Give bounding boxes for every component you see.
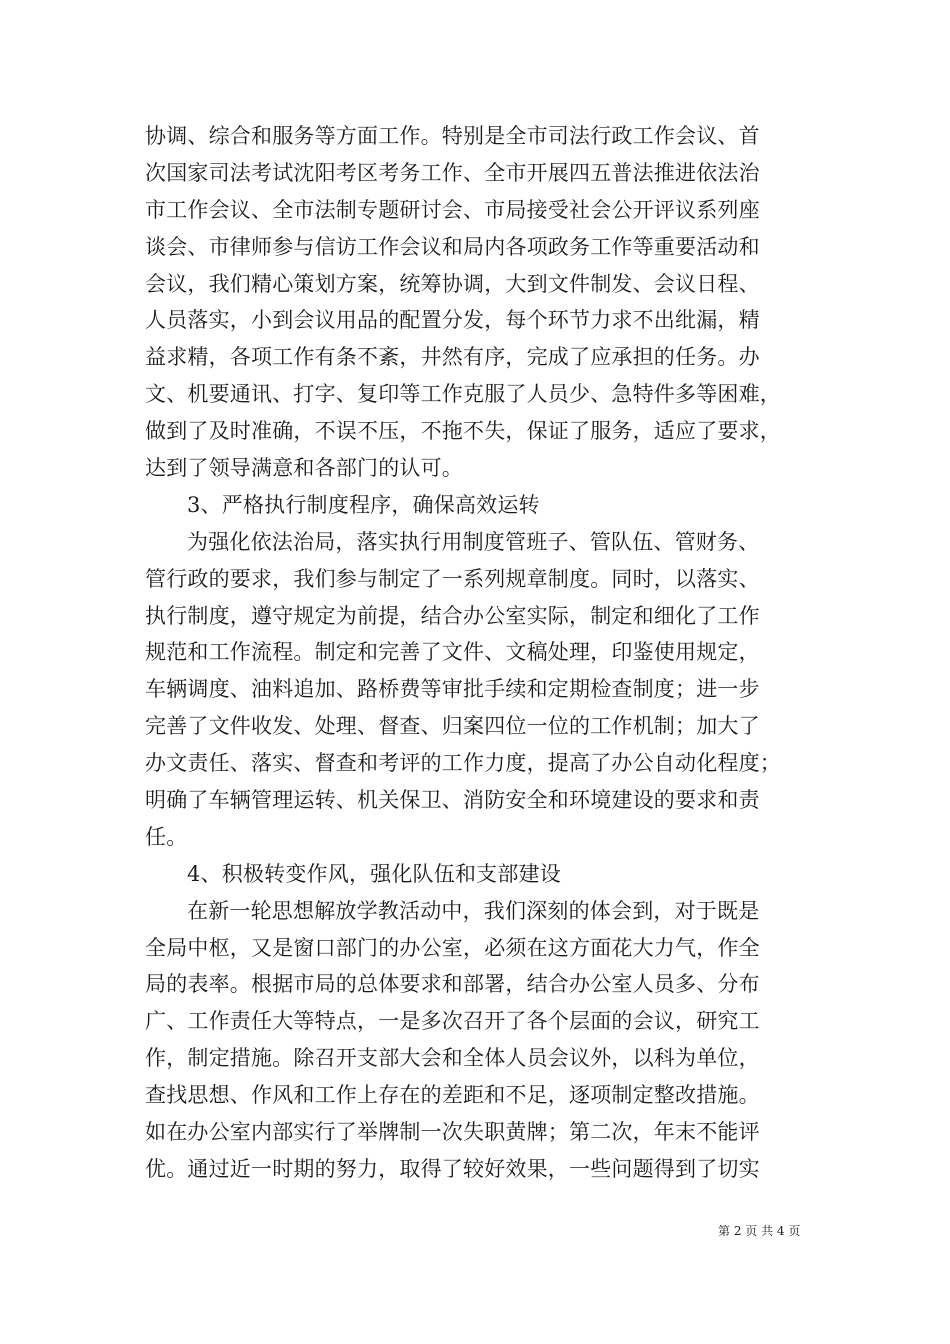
text-line: 人员落实，小到会议用品的配置分发，每个环节力求不出纰漏，精 <box>145 308 760 333</box>
text-line: 车辆调度、油料追加、路桥费等审批手续和定期检查制度；进一步 <box>145 677 760 702</box>
text-line: 任。 <box>145 824 188 849</box>
text-line: 次国家司法考试沈阳考区考务工作、全市开展四五普法推进依法治 <box>145 160 760 185</box>
text-line: 如在办公室内部实行了举牌制一次失职黄牌；第二次，年末不能评 <box>145 1120 760 1145</box>
page-number: 第 2 页 共 4 页 <box>718 1224 801 1238</box>
text-line: 文、机要通讯、打字、复印等工作克服了人员少、急特件多等困难， <box>145 382 781 407</box>
text-line: 全局中枢，又是窗口部门的办公室，必须在这方面花大力气，作全 <box>145 935 760 960</box>
text-line: 达到了领导满意和各部门的认可。 <box>145 456 463 481</box>
text-line: 作，制定措施。除召开支部大会和全体人员会议外，以科为单位， <box>145 1046 760 1071</box>
document-body <box>145 118 810 1188</box>
text-line: 优。通过近一时期的努力，取得了较好效果，一些问题得到了切实 <box>145 1156 760 1181</box>
text-line: 协调、综合和服务等方面工作。特别是全市司法行政工作会议、首 <box>145 124 760 148</box>
text-line: 益求精，各项工作有条不紊，井然有序，完成了应承担的任务。办 <box>145 345 760 370</box>
text-line: 局的表率。根据市局的总体要求和部署，结合办公室人员多、分布 <box>145 972 760 997</box>
text-line: 市工作会议、全市法制专题研讨会、市局接受社会公开评议系列座 <box>145 197 760 222</box>
text-line: 规范和工作流程。制定和完善了文件、文稿处理，印鉴使用规定， <box>145 640 760 665</box>
text-line: 广、工作责任大等特点，一是多次召开了各个层面的会议，研究工 <box>145 1009 760 1034</box>
text-line: 4、积极转变作风，强化队伍和支部建设 <box>187 861 561 886</box>
text-line: 3、严格执行制度程序，确保高效运转 <box>187 492 540 517</box>
text-line: 明确了车辆管理运转、机关保卫、消防安全和环境建设的要求和责 <box>145 788 760 813</box>
text-line: 在新一轮思想解放学教活动中，我们深刻的体会到，对于既是 <box>187 898 760 923</box>
text-line: 管行政的要求，我们参与制定了一系列规章制度。同时，以落实、 <box>145 566 760 591</box>
text-line: 为强化依法治局，落实执行用制度管班子、管队伍、管财务、 <box>187 529 760 554</box>
text-line: 会议，我们精心策划方案，统筹协调，大到文件制发、会议日程、 <box>145 271 760 296</box>
text-line: 执行制度，遵守规定为前提，结合办公室实际，制定和细化了工作 <box>145 603 760 628</box>
text-line: 办文责任、落实、督查和考评的工作力度，提高了办公自动化程度； <box>145 751 781 776</box>
text-line: 做到了及时准确，不误不压，不拖不失，保证了服务，适应了要求， <box>145 419 781 444</box>
text-line: 查找思想、作风和工作上存在的差距和不足，逐项制定整改措施。 <box>145 1083 760 1108</box>
text-line: 谈会、市律师参与信访工作会议和局内各项政务工作等重要活动和 <box>145 234 760 259</box>
text-line: 完善了文件收发、处理、督查、归案四位一位的工作机制；加大了 <box>145 714 760 739</box>
